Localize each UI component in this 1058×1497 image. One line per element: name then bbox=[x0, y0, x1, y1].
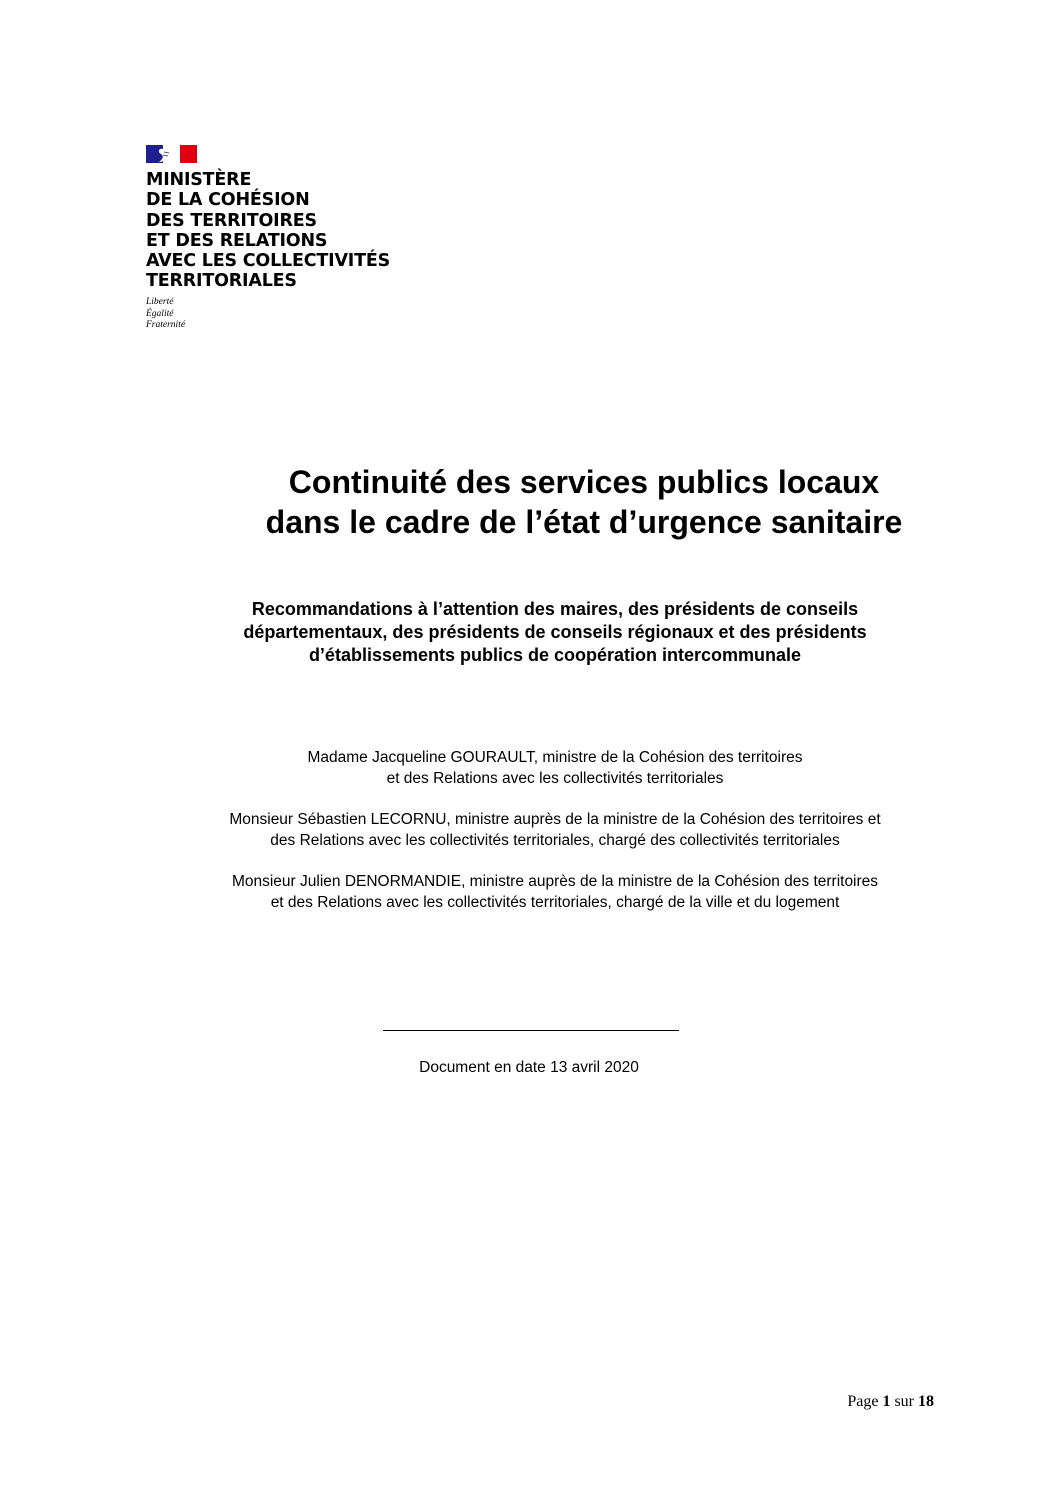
minister-line: des Relations avec les collectivités territoriales, chargé des collectivités territoriales bbox=[270, 832, 840, 849]
page-label: Page bbox=[847, 1393, 879, 1410]
flag-blue-band bbox=[146, 145, 163, 163]
ministry-line: MINISTÈRE bbox=[146, 170, 252, 190]
republic-motto bbox=[146, 297, 246, 332]
document-date bbox=[0, 1058, 1058, 1078]
ministry-line: ET DES RELATIONS bbox=[146, 230, 328, 251]
document-title bbox=[0, 462, 1058, 542]
ministry-name bbox=[146, 170, 446, 292]
page-separator: sur bbox=[894, 1393, 914, 1410]
page-total: 18 bbox=[918, 1393, 934, 1410]
horizontal-rule bbox=[383, 1030, 679, 1031]
ministry-line: TERRITORIALES bbox=[146, 271, 297, 292]
subtitle-line: Recommandations à l’attention des maires, des présidents de conseils bbox=[251, 599, 859, 619]
title-line: Continuité des services publics locaux bbox=[288, 464, 880, 500]
subtitle-line: d’établissements publics de coopération intercommunale bbox=[308, 645, 802, 665]
minister-entry bbox=[130, 871, 980, 913]
ministry-line: DE LA COHÉSION bbox=[146, 190, 310, 211]
flag-red-band bbox=[180, 145, 197, 163]
motto-egalite: Égalité bbox=[146, 308, 174, 319]
subtitle-line: départementaux, des présidents de conseils régionaux et des présidents bbox=[243, 622, 867, 642]
ministry-line: AVEC LES COLLECTIVITÉS bbox=[146, 251, 391, 272]
minister-line: Monsieur Julien DENORMANDIE, ministre auprès de la ministre de la Cohésion des territoires bbox=[231, 873, 879, 890]
motto-liberte: Liberté bbox=[146, 297, 174, 307]
page-number bbox=[847, 1392, 934, 1412]
minister-entry bbox=[130, 747, 980, 789]
document-date-text: Document en date 13 avril 2020 bbox=[419, 1059, 639, 1076]
marianne-flag-icon bbox=[146, 145, 197, 163]
minister-line: et des Relations avec les collectivités territoriales bbox=[386, 770, 724, 787]
minister-line: Monsieur Sébastien LECORNU, ministre auprès de la ministre de la Cohésion des territoires et bbox=[229, 811, 881, 828]
minister-line: Madame Jacqueline GOURAULT, ministre de la Cohésion des territoires bbox=[307, 749, 803, 766]
title-line: dans le cadre de l’état d’urgence sanitaire bbox=[265, 504, 903, 540]
minister-entry bbox=[130, 809, 980, 851]
page-current: 1 bbox=[882, 1393, 891, 1410]
ministry-line: DES TERRITOIRES bbox=[146, 210, 317, 231]
ministers-list bbox=[130, 747, 980, 933]
minister-line: et des Relations avec les collectivités territoriales, chargé de la ville et du logement bbox=[270, 894, 840, 911]
document-subtitle bbox=[130, 598, 980, 667]
motto-fraternite: Fraternité bbox=[146, 320, 186, 331]
